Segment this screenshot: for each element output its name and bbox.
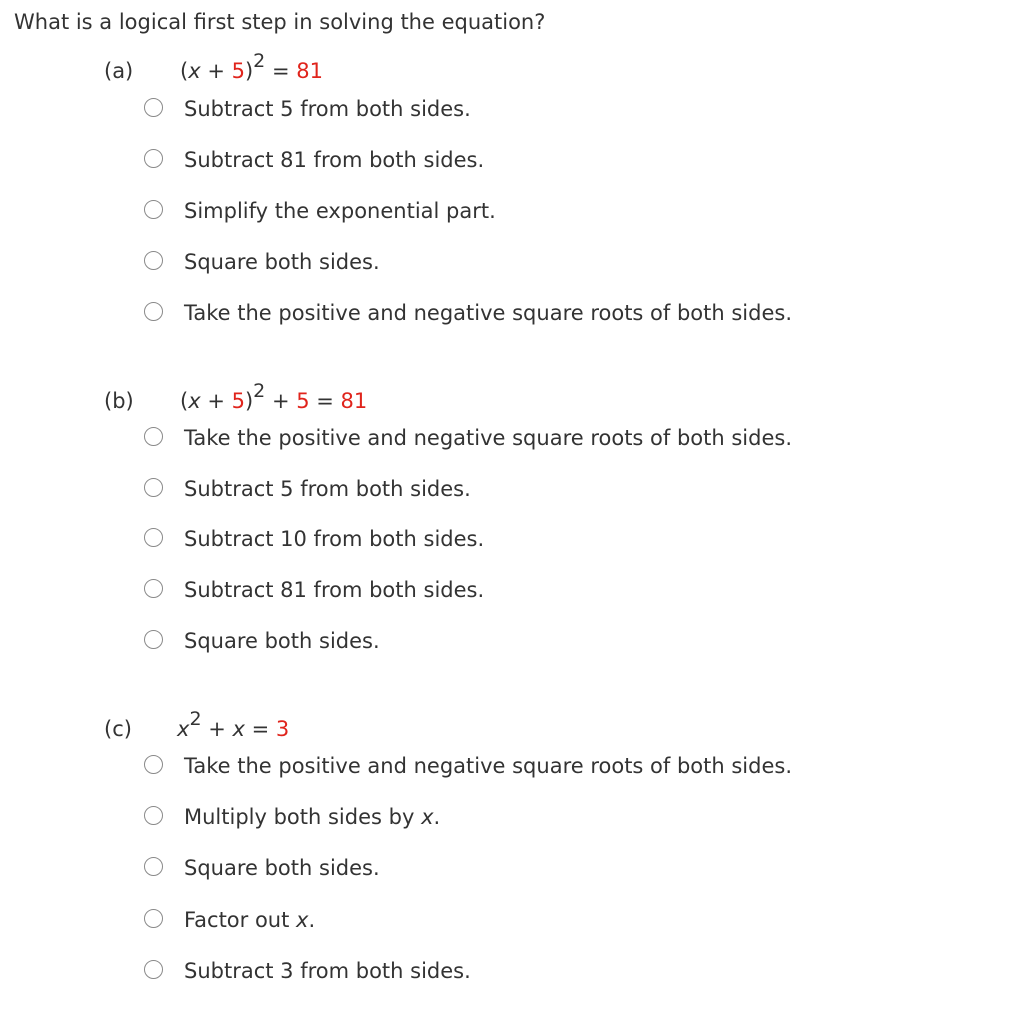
- radio-button[interactable]: [144, 579, 163, 598]
- radio-button[interactable]: [144, 149, 163, 168]
- option-label: Subtract 5 from both sides.: [184, 477, 471, 501]
- radio-button[interactable]: [144, 427, 163, 446]
- option-item[interactable]: [144, 299, 904, 327]
- option-item[interactable]: [144, 957, 904, 985]
- option-item[interactable]: [144, 752, 904, 780]
- option-item[interactable]: [144, 627, 904, 655]
- option-label: Subtract 10 from both sides.: [184, 527, 485, 551]
- radio-button[interactable]: [144, 806, 163, 825]
- equation: $(x + 5)^2 = 81$: [180, 50, 323, 83]
- option-item[interactable]: [144, 424, 904, 452]
- option-label: Multiply both sides by x.: [184, 805, 441, 829]
- option-item[interactable]: [144, 906, 904, 934]
- option-item[interactable]: [144, 576, 904, 604]
- part-label: (b): [104, 389, 134, 413]
- option-label: Subtract 81 from both sides.: [184, 578, 485, 602]
- radio-button[interactable]: [144, 251, 163, 270]
- radio-button[interactable]: [144, 909, 163, 928]
- option-item[interactable]: [144, 854, 904, 882]
- radio-button[interactable]: [144, 478, 163, 497]
- option-label: Subtract 3 from both sides.: [184, 959, 471, 983]
- option-label: Take the positive and negative square roots of both sides.: [184, 301, 793, 325]
- question-prompt: What is a logical first step in solving the equation?: [14, 10, 546, 34]
- option-label: Simplify the exponential part.: [184, 199, 496, 223]
- option-item[interactable]: [144, 475, 904, 503]
- part-label: (a): [104, 59, 134, 83]
- option-item[interactable]: [144, 525, 904, 553]
- option-item[interactable]: [144, 197, 904, 225]
- radio-button[interactable]: [144, 98, 163, 117]
- option-label: Take the positive and negative square roots of both sides.: [184, 426, 793, 450]
- radio-button[interactable]: [144, 630, 163, 649]
- radio-button[interactable]: [144, 528, 163, 547]
- radio-button[interactable]: [144, 960, 163, 979]
- option-label: Square both sides.: [184, 856, 380, 880]
- radio-button[interactable]: [144, 200, 163, 219]
- option-label: Subtract 81 from both sides.: [184, 148, 485, 172]
- option-label: Take the positive and negative square roots of both sides.: [184, 754, 793, 778]
- option-label: Square both sides.: [184, 250, 380, 274]
- equation: $x^2 + x = 3$: [177, 708, 290, 741]
- part-label: (c): [104, 717, 132, 741]
- option-item[interactable]: [144, 248, 904, 276]
- option-label: Factor out x.: [184, 908, 316, 932]
- option-item[interactable]: [144, 95, 904, 123]
- option-label: Square both sides.: [184, 629, 380, 653]
- radio-button[interactable]: [144, 302, 163, 321]
- option-label: Subtract 5 from both sides.: [184, 97, 471, 121]
- option-item[interactable]: [144, 803, 904, 831]
- equation: $(x + 5)^2 + 5 = 81$: [180, 380, 368, 413]
- option-item[interactable]: [144, 146, 904, 174]
- radio-button[interactable]: [144, 857, 163, 876]
- radio-button[interactable]: [144, 755, 163, 774]
